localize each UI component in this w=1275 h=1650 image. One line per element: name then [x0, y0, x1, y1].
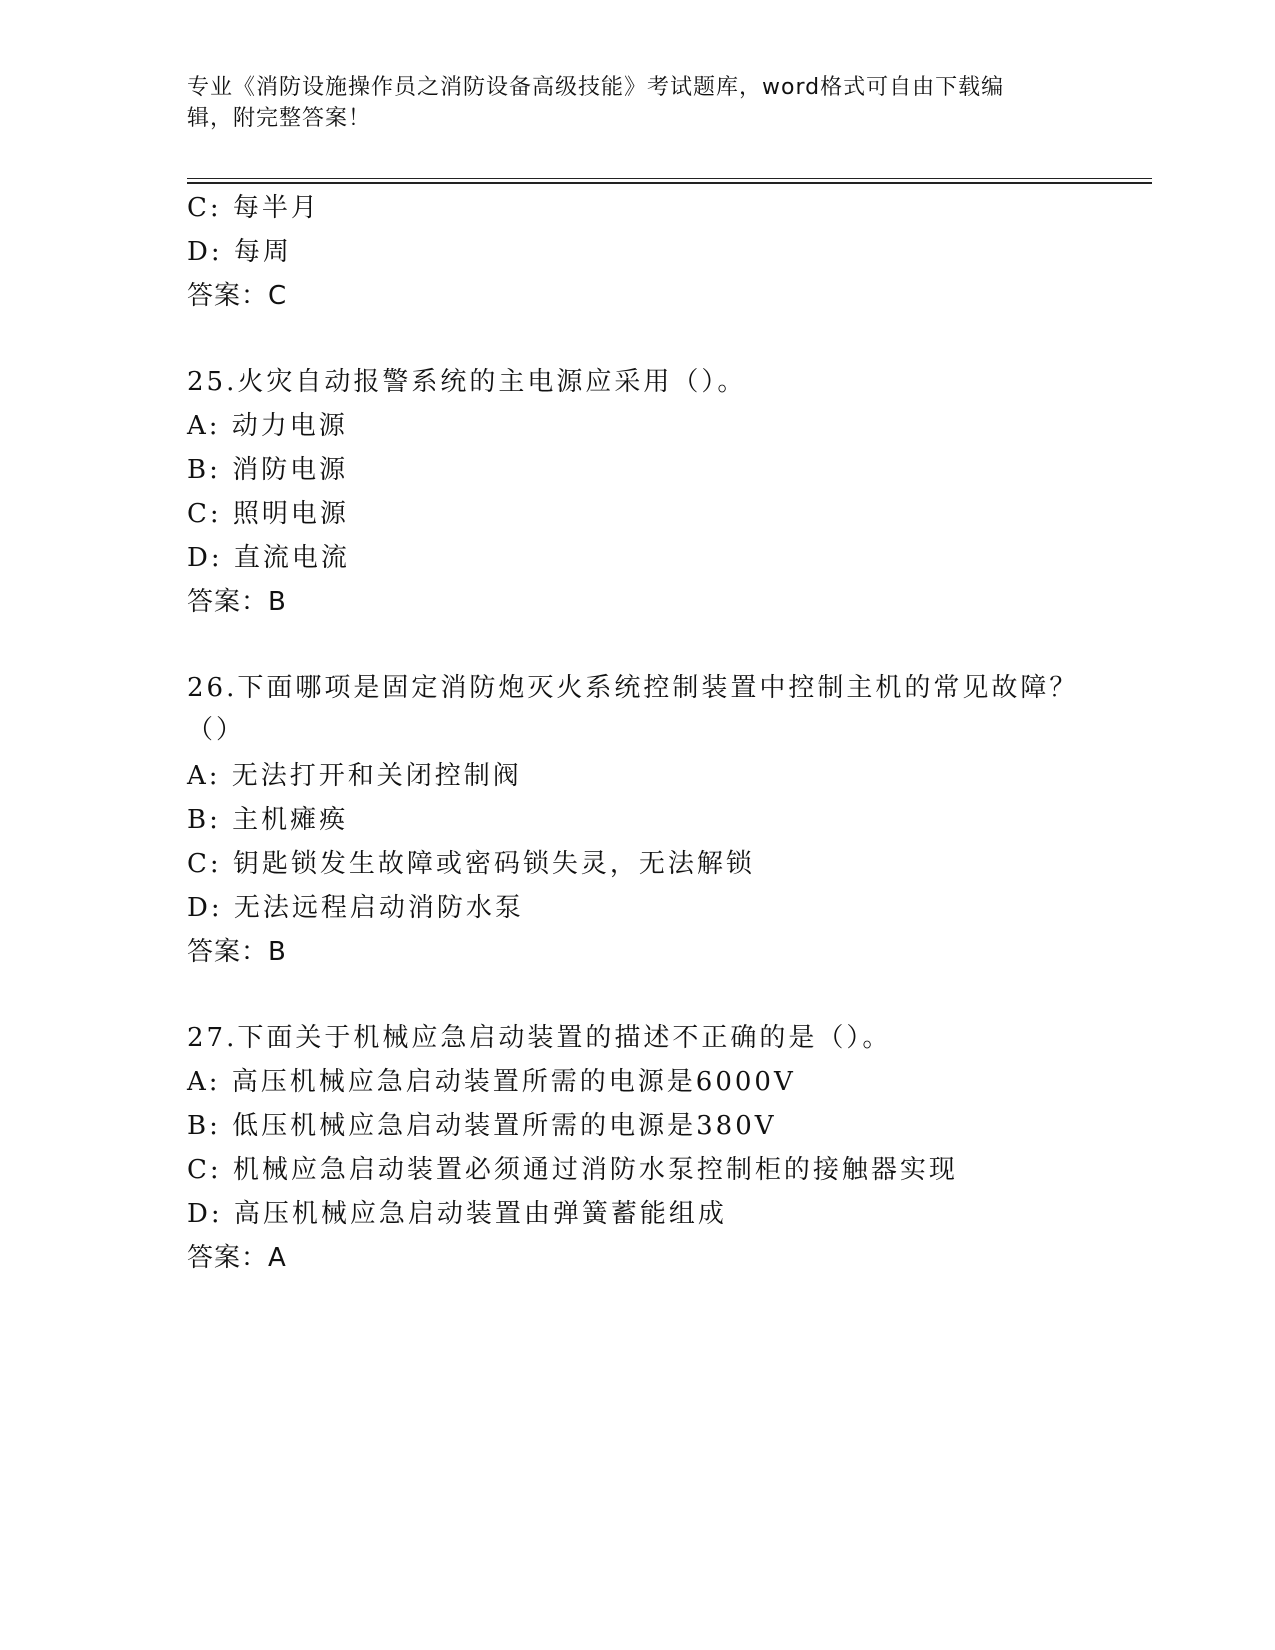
document-header — [187, 72, 1087, 134]
q27-option-b: B: 低压机械应急启动装置所需的电源是380V — [187, 1111, 777, 1141]
prev-option-c: C: 每半月 — [187, 193, 320, 223]
q27-answer: 答案：A — [187, 1243, 287, 1273]
q25-answer: 答案：B — [187, 587, 287, 617]
q27-option-d: D: 高压机械应急启动装置由弹簧蓄能组成 — [187, 1199, 727, 1229]
q25-option-b: B: 消防电源 — [187, 455, 349, 485]
q26-option-a: A: 无法打开和关闭控制阀 — [187, 761, 522, 791]
q27-stem: 27.下面关于机械应急启动装置的描述不正确的是（）。 — [187, 1023, 892, 1053]
q26-answer: 答案：B — [187, 937, 287, 967]
q27-option-a: A: 高压机械应急启动装置所需的电源是6000V — [187, 1067, 796, 1097]
q26-option-d: D: 无法远程启动消防水泵 — [187, 893, 524, 923]
q25-stem: 25.火灾自动报警系统的主电源应采用（）。 — [187, 367, 747, 397]
header-line-1: 专业《消防设施操作员之消防设备高级技能》考试题库，word格式可自由下载编 — [187, 75, 1005, 100]
header-line-2: 辑，附完整答案！ — [187, 106, 372, 131]
q25-option-a: A: 动力电源 — [187, 411, 348, 441]
q26-stem-continued: （） — [187, 715, 246, 745]
q26-option-c: C: 钥匙锁发生故障或密码锁失灵，无法解锁 — [187, 849, 755, 879]
q25-option-c: C: 照明电源 — [187, 499, 349, 529]
header-divider-top — [187, 178, 1152, 179]
header-divider-bottom — [187, 182, 1152, 184]
q27-option-c: C: 机械应急启动装置必须通过消防水泵控制柜的接触器实现 — [187, 1155, 958, 1185]
prev-answer: 答案：C — [187, 281, 288, 311]
q26-stem: 26.下面哪项是固定消防炮灭火系统控制装置中控制主机的常见故障？ — [187, 673, 1079, 703]
q25-option-d: D: 直流电流 — [187, 543, 350, 573]
q26-option-b: B: 主机瘫痪 — [187, 805, 349, 835]
prev-option-d: D: 每周 — [187, 237, 292, 267]
